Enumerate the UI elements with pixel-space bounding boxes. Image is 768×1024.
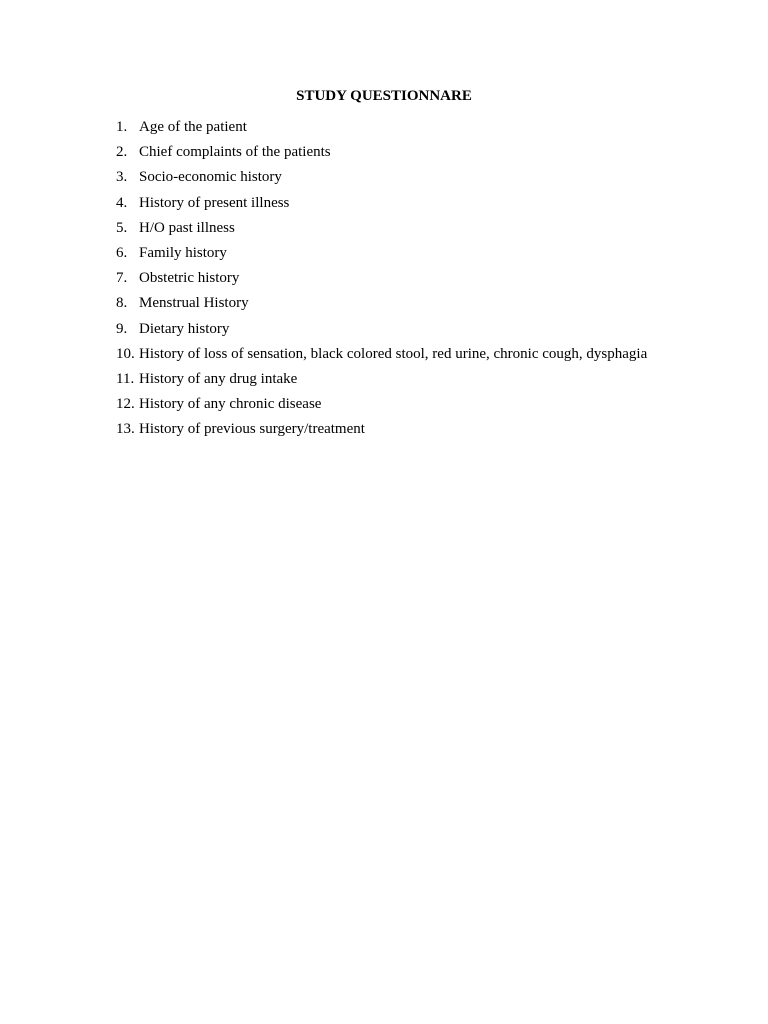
page-title: STUDY QUESTIONNARE xyxy=(296,88,472,104)
item-text: Obstetric history xyxy=(139,270,240,287)
item-text: History of present illness xyxy=(139,194,290,211)
item-text: Chief complaints of the patients xyxy=(139,144,331,161)
list-item xyxy=(116,319,647,344)
item-number: 4. xyxy=(116,194,128,211)
item-number: 13. xyxy=(116,421,135,438)
item-number: 9. xyxy=(116,320,128,337)
list-item xyxy=(116,117,647,142)
item-number: 10. xyxy=(116,345,135,362)
item-text: Dietary history xyxy=(139,320,230,337)
item-text: Family history xyxy=(139,244,227,261)
item-text: History of previous surgery/treatment xyxy=(139,421,365,438)
item-number: 8. xyxy=(116,295,128,312)
list-item xyxy=(116,218,647,243)
item-number: 1. xyxy=(116,119,128,135)
questionnaire-list xyxy=(116,117,647,444)
list-item xyxy=(116,268,647,293)
list-item xyxy=(116,167,647,192)
item-text: History of any drug intake xyxy=(139,370,298,387)
list-item xyxy=(116,419,647,444)
item-number: 6. xyxy=(116,244,128,261)
item-number: 5. xyxy=(116,219,128,236)
list-item xyxy=(116,394,647,419)
item-number: 11. xyxy=(116,370,135,387)
item-text: History of loss of sensation, black colored stool, red urine, chronic cough, dysphagia xyxy=(139,345,648,362)
item-text: H/O past illness xyxy=(139,219,235,236)
list-item xyxy=(116,142,647,167)
item-number: 7. xyxy=(116,270,128,287)
list-item xyxy=(116,293,647,318)
item-text: Socio-economic history xyxy=(139,169,282,186)
list-item xyxy=(116,243,647,268)
item-text: History of any chronic disease xyxy=(139,396,322,413)
item-text: Age of the patient xyxy=(139,119,247,135)
list-item xyxy=(116,193,647,218)
list-item xyxy=(116,369,647,394)
list-item xyxy=(116,344,647,369)
item-text: Menstrual History xyxy=(139,295,249,312)
item-number: 3. xyxy=(116,169,128,186)
item-number: 2. xyxy=(116,144,128,161)
item-number: 12. xyxy=(116,396,135,413)
